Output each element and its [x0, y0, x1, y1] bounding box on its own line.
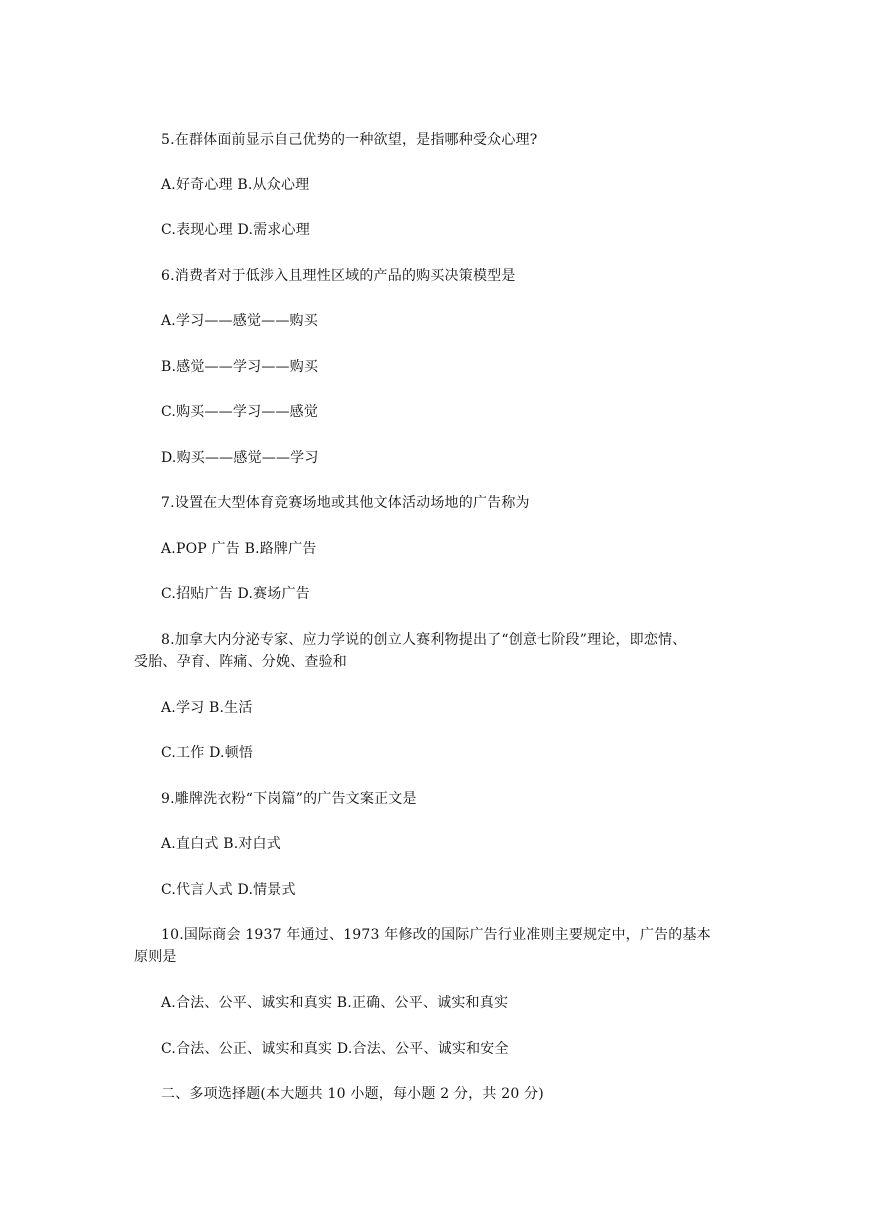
q6-stem: 6.消费者对于低涉入且理性区域的产品的购买决策模型是	[161, 268, 516, 284]
q10-stem	[134, 924, 741, 968]
q6-option-c: C.购买——学习——感觉	[161, 404, 319, 420]
q8-stem-line1: 8.加拿大内分泌专家、应力学说的创立人赛利物提出了“创意七阶段”理论，即恋情、	[161, 632, 687, 648]
q6-option-a: A.学习——感觉——购买	[161, 313, 318, 329]
q10-options-cd: C.合法、公正、诚实和真实 D.合法、公平、诚实和安全	[161, 1041, 509, 1057]
q6-option-d: D.购买——感觉——学习	[161, 450, 319, 466]
q10-options-ab: A.合法、公平、诚实和真实 B.正确、公平、诚实和真实	[161, 995, 509, 1011]
q7-options-cd: C.招贴广告 D.赛场广告	[161, 586, 310, 602]
q5-stem: 5.在群体面前显示自己优势的一种欲望，是指哪种受众心理?	[161, 132, 538, 148]
q8-stem-line2: 受胎、孕育、阵痛、分娩、查验和	[134, 654, 347, 670]
q9-stem: 9.雕牌洗衣粉“下岗篇”的广告文案正文是	[161, 791, 417, 807]
q7-stem: 7.设置在大型体育竞赛场地或其他文体活动场地的广告称为	[161, 495, 530, 511]
q7-options-ab: A.POP 广告 B.路牌广告	[161, 541, 317, 557]
q10-stem-line2: 原则是	[134, 949, 177, 965]
q9-options-ab: A.直白式 B.对白式	[161, 836, 281, 852]
q8-options-ab: A.学习 B.生活	[161, 700, 253, 716]
q10-stem-line1: 10.国际商会 1937 年通过、1973 年修改的国际广告行业准则主要规定中，广告的基本	[161, 927, 711, 943]
q6-option-b: B.感觉——学习——购买	[161, 359, 319, 375]
q9-options-cd: C.代言人式 D.情景式	[161, 882, 296, 898]
q5-options-ab: A.好奇心理 B.从众心理	[161, 177, 310, 193]
section2-heading: 二、多项选择题(本大题共 10 小题，每小题 2 分，共 20 分)	[161, 1086, 544, 1102]
q8-stem	[134, 629, 741, 673]
q5-options-cd: C.表现心理 D.需求心理	[161, 222, 310, 238]
q8-options-cd: C.工作 D.顿悟	[161, 745, 254, 761]
